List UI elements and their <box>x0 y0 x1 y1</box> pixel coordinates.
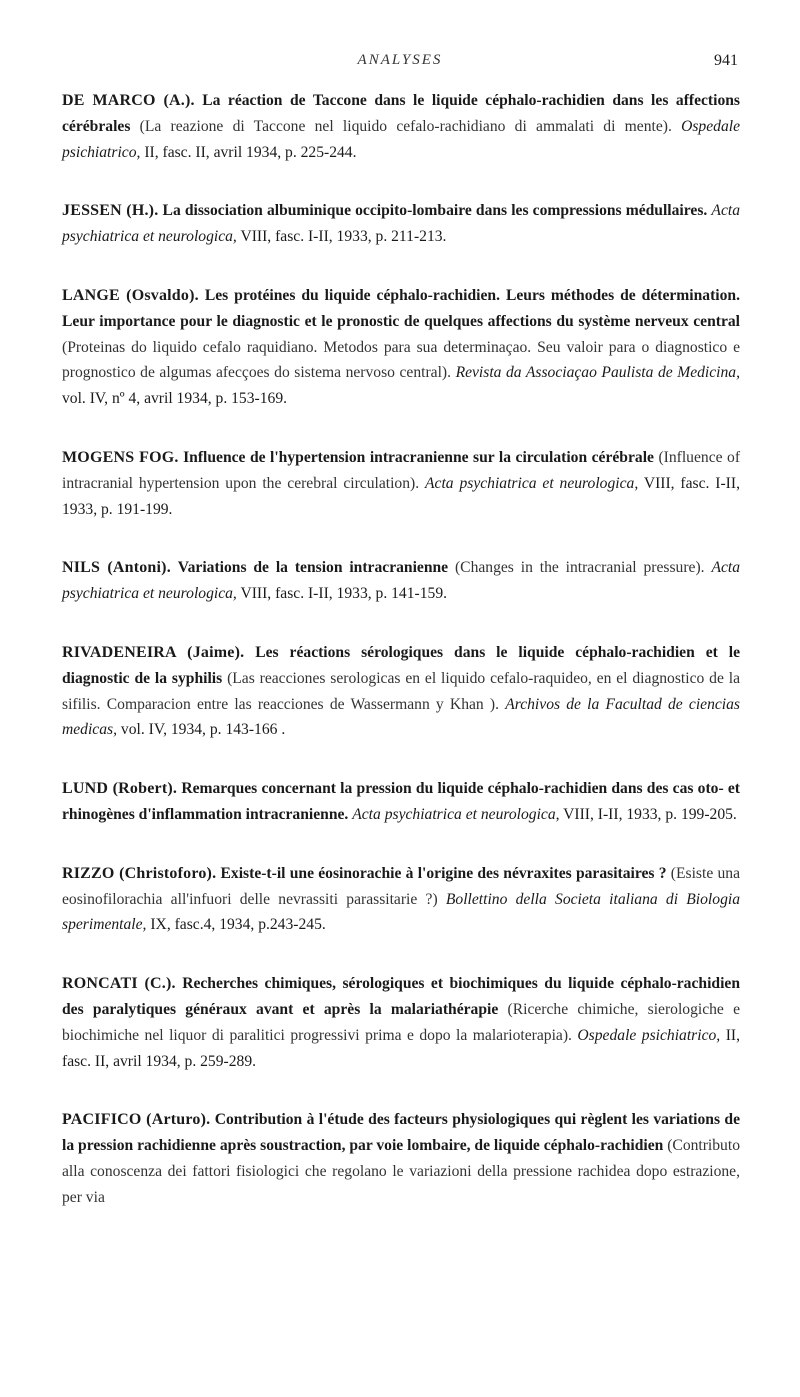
bibliography-entry <box>62 198 740 250</box>
bibliography-entry <box>62 861 740 938</box>
entry-title: Variations de la tension intracranienne <box>177 559 449 577</box>
entry-translation: (Proteinas do liquido cefalo raquidiano. Metodos para sua determinaçao. Seu valoir para o diagnostico e prognostico de algumas afecçoes do sistema nervoso central). <box>62 338 740 382</box>
bibliography-list <box>62 88 740 1211</box>
entry-author: LUND (Robert). <box>62 780 178 798</box>
bibliography-entry <box>62 640 740 743</box>
entry-journal: Acta psychiatrica et neurologica, <box>352 805 560 823</box>
entry-title: Contribution à l'étude des facteurs physiologiques qui règlent les variations de la pression rachidienne après soustraction, par voie lombaire, de liquide céphalo-rachidien <box>62 1111 740 1155</box>
entry-title: Existe-t-il une éosinorachie à l'origine des névraxites parasitaires ? <box>220 864 667 882</box>
entry-author: MOGENS FOG. <box>62 448 179 466</box>
entry-author: DE MARCO (A.). <box>62 92 195 109</box>
entry-translation: (Contributo alla conoscenza dei fattori fisiologici che regolano le variazioni della pressione rachidea dopo estrazione, per via <box>62 1137 740 1206</box>
entry-title: Les protéines du liquide céphalo-rachidien. Leurs méthodes de détermination. Leur importance pour le diagnostic et le pronostic de quelques affections du système nerveux central <box>62 286 740 330</box>
bibliography-entry <box>62 283 740 412</box>
entry-details: VIII, fasc. I-II, 1933, p. 211-213. <box>240 228 447 246</box>
entry-journal: Acta psychiatrica et neurologica, <box>62 559 741 603</box>
bibliography-entry <box>62 776 740 828</box>
entry-journal: Acta psychiatrica et neurologica, <box>425 474 639 492</box>
entry-translation: (Changes in the intracranial pressure). <box>454 559 705 577</box>
bibliography-entry <box>62 971 740 1074</box>
entry-title: Les réactions sérologiques dans le liquide céphalo-rachidien et le diagnostic de la syphilis <box>62 643 740 687</box>
entry-author: RIVADENEIRA (Jaime). <box>62 643 245 661</box>
entry-translation: (Influence of intracranial hypertension upon the cerebral circulation). <box>62 448 741 492</box>
entry-details: VIII, I-II, 1933, p. 199-205. <box>563 805 737 823</box>
page-header <box>0 50 800 74</box>
entry-journal: Archivos de la Facultad de ciencias medicas, <box>62 695 740 739</box>
bibliography-entry <box>62 445 740 522</box>
bibliography-entry <box>62 88 740 165</box>
entry-title: La réaction de Taccone dans le liquide céphalo-rachidien dans les affections cérébrales <box>62 92 740 135</box>
entry-details: VIII, fasc. I-II, 1933, p. 141-159. <box>240 585 448 603</box>
entry-title: Influence de l'hypertension intracranienne sur la circulation cérébrale <box>183 448 654 466</box>
entry-title: Recherches chimiques, sérologiques et biochimiques du liquide céphalo-rachidien des paralytiques généraux avant et après la malariathérapie <box>62 975 741 1018</box>
running-title: ANALYSES <box>357 52 443 68</box>
entry-author: LANGE (Osvaldo). <box>62 286 199 304</box>
entry-translation: (La reazione di Taccone nel liquido cefalo-rachidiano di ammalati di mente). <box>139 117 672 135</box>
entry-journal: Ospedale psichiatrico, <box>62 117 740 161</box>
entry-author: PACIFICO (Arturo). <box>62 1111 211 1129</box>
entry-journal: Acta psychiatrica et neurologica, <box>62 202 740 246</box>
entry-author: NILS (Antoni). <box>62 559 171 577</box>
entry-journal: Revista da Associaçao Paulista de Medicina, <box>455 364 740 382</box>
entry-title: Remarques concernant la pression du liquide céphalo-rachidien dans des cas oto- et rhinogènes d'inflammation intracranienne. <box>62 780 740 823</box>
bibliography-entry <box>62 1107 740 1210</box>
entry-author: RIZZO (Christoforo). <box>62 864 217 882</box>
entry-translation: (Las reacciones serologicas en el liquido cefalo-raquideo, en el diagnostico de la sifilis. Comparacion entre las reacciones de Wassermann y Khan ). <box>62 669 740 713</box>
entry-details: vol. IV, 1934, p. 143-166 . <box>120 721 286 739</box>
entry-details: II, fasc. II, avril 1934, p. 225-244. <box>144 143 357 161</box>
entry-title: La dissociation albuminique occipito-lombaire dans les compressions médullaires. <box>162 202 708 220</box>
entry-details: vol. IV, nº 4, avril 1934, p. 153-169. <box>62 390 288 408</box>
entry-translation: (Ricerche chimiche, sierologiche e biochimiche nel liquor di paralitici progressivi prima e dopo la malarioterapia). <box>62 1000 741 1044</box>
bibliography-entry <box>62 555 740 607</box>
page-number: 941 <box>714 52 738 69</box>
entry-journal: Ospedale psichiatrico, <box>577 1026 721 1044</box>
entry-details: II, fasc. II, avril 1934, p. 259-289. <box>62 1026 740 1070</box>
entry-translation: (Esiste una eosinofilorachia all'infuori delle nevrassiti parassitarie ?) <box>62 864 741 908</box>
entry-journal: Bollettino della Societa italiana di Biologia sperimentale, <box>62 890 740 934</box>
entry-author: RONCATI (C.). <box>62 975 176 993</box>
entry-details: IX, fasc.4, 1934, p.243-245. <box>150 916 326 934</box>
entry-author: JESSEN (H.). <box>62 202 159 220</box>
entry-details: VIII, fasc. I-II, 1933, p. 191-199. <box>62 474 740 518</box>
